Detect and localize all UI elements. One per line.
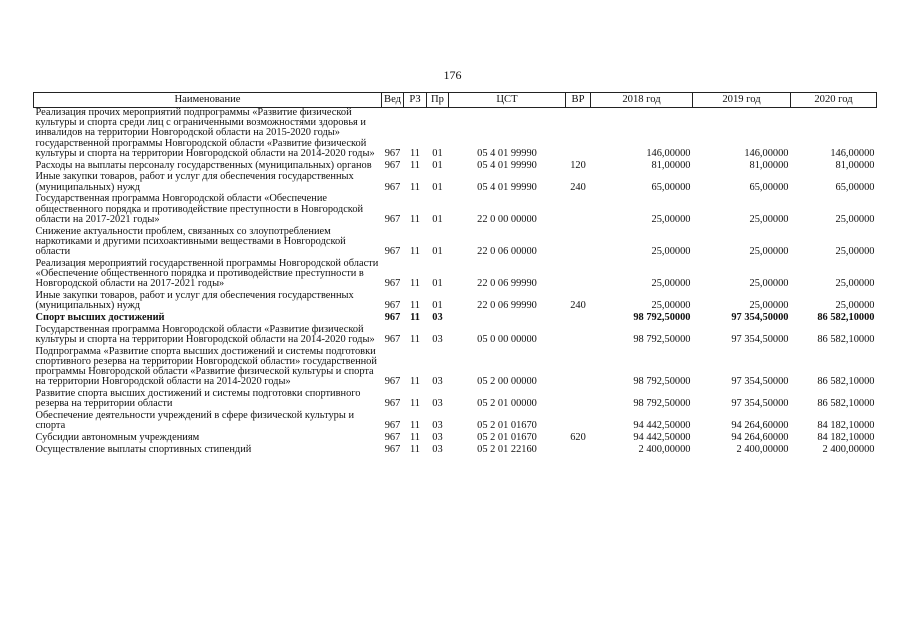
cell-pr: 03	[432, 376, 443, 388]
cell-vr	[566, 259, 591, 291]
cell-rz: 11	[409, 147, 420, 159]
cell-rz: 11	[409, 398, 420, 410]
cell-name: Субсидии автономным учреждениям	[35, 432, 200, 444]
cell-pr: 03	[432, 334, 443, 346]
table-row	[34, 172, 877, 194]
cell-ved: 967	[384, 334, 401, 346]
cell-rz: 11	[409, 278, 420, 290]
cell-2019: 94 264,60000	[731, 420, 789, 432]
table-row	[34, 227, 877, 259]
cell-2020: 65,00000	[835, 181, 875, 193]
cell-name: Государственная программа Новгородской области «Обеспечение общественного порядка и противодействие преступности в Новгородской области на 2017-2021 годы»	[35, 193, 364, 225]
cell-vr: 620	[570, 432, 586, 444]
cell-vr	[566, 227, 591, 259]
header-ved: Вед	[382, 93, 404, 108]
cell-cst: 05 2 01 00000	[477, 398, 537, 410]
cell-pr: 03	[432, 432, 443, 444]
cell-name: Осуществление выплаты спортивных стипендий	[35, 444, 252, 456]
cell-rz: 11	[409, 334, 420, 346]
cell-2020: 25,00000	[835, 278, 875, 290]
cell-ved: 967	[384, 147, 401, 159]
cell-vr	[566, 108, 591, 161]
header-name: Наименование	[34, 93, 382, 108]
cell-name: Реализация мероприятий государственной программы Новгородской области «Обеспечение общественного порядка и противодействие преступности в Новгородской области на 2017-2021 годы»	[35, 257, 379, 290]
cell-pr: 01	[432, 213, 443, 225]
header-pr: Пр	[427, 93, 449, 108]
cell-2019: 146,00000	[744, 147, 789, 159]
table-row	[34, 445, 877, 457]
cell-vr	[566, 347, 591, 389]
cell-cst: 22 0 00 00000	[477, 213, 537, 225]
cell-name: Иные закупки товаров, работ и услуг для обеспечения государственных (муниципальных) нужд	[35, 171, 354, 193]
cell-2018: 25,00000	[651, 246, 691, 258]
cell-pr: 03	[432, 420, 443, 432]
cell-ved: 967	[384, 300, 401, 312]
cell-2020: 86 582,10000	[817, 398, 875, 410]
cell-2018: 25,00000	[651, 300, 691, 312]
cell-2018: 81,00000	[651, 159, 691, 171]
cell-ved: 967	[384, 398, 401, 410]
cell-2020: 25,00000	[835, 213, 875, 225]
cell-2019: 2 400,00000	[736, 444, 789, 456]
cell-ved: 967	[384, 312, 401, 324]
cell-2020: 81,00000	[835, 159, 875, 171]
cell-cst: 22 0 06 99990	[477, 278, 537, 290]
cell-name: Подпрограмма «Развитие спорта высших достижений и системы подготовки спортивного резерва на территории Новгородской области» государственной программы Новгородской области «Развитие физической культуры и спорта на территории Новгородской области на 2014-2020 годы»	[35, 345, 377, 388]
cell-ved: 967	[384, 444, 401, 456]
cell-2019: 97 354,50000	[731, 312, 789, 324]
cell-rz: 11	[409, 181, 420, 193]
table-row	[34, 347, 877, 389]
cell-2018: 65,00000	[651, 181, 691, 193]
cell-name: Иные закупки товаров, работ и услуг для обеспечения государственных (муниципальных) нужд	[35, 290, 354, 312]
cell-pr: 01	[432, 159, 443, 171]
cell-pr: 03	[432, 444, 443, 456]
cell-ved: 967	[384, 278, 401, 290]
cell-rz: 11	[409, 246, 420, 258]
cell-rz: 11	[409, 300, 420, 312]
header-2020: 2020 год	[791, 93, 877, 108]
header-2019: 2019 год	[693, 93, 791, 108]
cell-rz: 11	[409, 444, 420, 456]
cell-2019: 97 354,50000	[731, 398, 789, 410]
cell-2020: 25,00000	[835, 300, 875, 312]
cell-cst: 05 2 01 22160	[477, 444, 537, 456]
cell-cst: 05 2 01 01670	[477, 432, 537, 444]
table-row	[34, 259, 877, 291]
cell-cst: 05 0 00 00000	[477, 334, 537, 346]
cell-vr	[566, 445, 591, 457]
cell-ved: 967	[384, 159, 401, 171]
cell-2019: 25,00000	[749, 246, 789, 258]
cell-rz: 11	[410, 312, 420, 324]
cell-pr: 01	[432, 278, 443, 290]
cell-vr: 240	[570, 300, 586, 312]
cell-2019: 25,00000	[749, 300, 789, 312]
cell-pr: 03	[432, 398, 443, 410]
table-header-row	[34, 93, 877, 108]
cell-cst: 05 4 01 99990	[477, 181, 537, 193]
table-row	[34, 411, 877, 433]
cell-2019: 25,00000	[749, 278, 789, 290]
table-row	[34, 108, 877, 161]
cell-pr: 01	[432, 147, 443, 159]
cell-cst: 05 2 00 00000	[477, 376, 537, 388]
cell-rz: 11	[409, 213, 420, 225]
cell-pr: 01	[432, 300, 443, 312]
cell-2019: 97 354,50000	[731, 334, 789, 346]
cell-rz: 11	[409, 376, 420, 388]
cell-2020: 146,00000	[830, 147, 875, 159]
cell-name: Развитие спорта высших достижений и системы подготовки спортивного резерва на территории области	[35, 388, 361, 410]
cell-name: Государственная программа Новгородской области «Развитие физической культуры и спорта на территории Новгородской области на 2014-2020 годы»	[35, 323, 375, 346]
cell-2019: 94 264,60000	[731, 432, 789, 444]
table-row	[34, 389, 877, 411]
cell-pr: 03	[432, 312, 443, 324]
cell-vr: 120	[570, 159, 586, 171]
cell-2018: 25,00000	[651, 278, 691, 290]
cell-rz: 11	[409, 432, 420, 444]
budget-table	[33, 92, 877, 457]
cell-name: Расходы на выплаты персоналу государственных (муниципальных) органов	[35, 159, 372, 171]
cell-cst: 05 4 01 99990	[477, 147, 537, 159]
cell-2019: 97 354,50000	[731, 376, 789, 388]
cell-2020: 84 182,10000	[817, 420, 875, 432]
cell-rz: 11	[409, 420, 420, 432]
cell-2018: 25,00000	[651, 213, 691, 225]
cell-2019: 65,00000	[749, 181, 789, 193]
cell-cst: 05 2 01 01670	[477, 420, 537, 432]
cell-vr: 240	[570, 181, 586, 193]
cell-2020: 25,00000	[835, 246, 875, 258]
cell-pr: 01	[432, 246, 443, 258]
cell-rz: 11	[409, 159, 420, 171]
cell-vr	[566, 389, 591, 411]
cell-2018: 98 792,50000	[633, 312, 691, 324]
cell-2020: 86 582,10000	[817, 312, 875, 324]
cell-2019: 25,00000	[749, 213, 789, 225]
table-row	[34, 291, 877, 313]
cell-cst: 05 4 01 99990	[477, 159, 537, 171]
cell-ved: 967	[384, 213, 401, 225]
cell-ved: 967	[384, 181, 401, 193]
cell-2018: 2 400,00000	[638, 444, 691, 456]
cell-2018: 94 442,50000	[633, 420, 691, 432]
cell-cst	[449, 313, 566, 325]
table-row	[34, 325, 877, 347]
cell-2018: 98 792,50000	[633, 376, 691, 388]
header-2018: 2018 год	[591, 93, 693, 108]
cell-ved: 967	[384, 420, 401, 432]
cell-vr	[566, 194, 591, 226]
cell-2020: 86 582,10000	[817, 376, 875, 388]
cell-cst: 22 0 06 00000	[477, 246, 537, 258]
cell-name: Снижение актуальности проблем, связанных со злоупотреблением наркотиками и другими психоактивными веществами в Новгородской области	[35, 225, 346, 258]
cell-vr	[566, 411, 591, 433]
cell-ved: 967	[384, 432, 401, 444]
cell-2020: 84 182,10000	[817, 432, 875, 444]
cell-2018: 94 442,50000	[633, 432, 691, 444]
cell-vr	[566, 313, 591, 325]
cell-2019: 81,00000	[749, 159, 789, 171]
cell-2018: 98 792,50000	[633, 334, 691, 346]
table-body	[34, 108, 877, 457]
cell-2020: 86 582,10000	[817, 334, 875, 346]
header-cst: ЦСТ	[449, 93, 566, 108]
cell-vr	[566, 325, 591, 347]
cell-pr: 01	[432, 181, 443, 193]
cell-name: Спорт высших достижений	[35, 312, 165, 324]
cell-2020: 2 400,00000	[822, 444, 875, 456]
cell-ved: 967	[384, 376, 401, 388]
cell-2018: 98 792,50000	[633, 398, 691, 410]
header-vr: ВР	[566, 93, 591, 108]
cell-ved: 967	[384, 246, 401, 258]
page-number: 176	[443, 68, 462, 82]
cell-cst: 22 0 06 99990	[477, 300, 537, 312]
cell-name: Реализация прочих мероприятий подпрограммы «Развитие физической культуры и спорта среди лиц с ограниченными возможностями здоровья и инвалидов на территории Новгородской области на 2015-2020 годы» государственной программы Новгородской области «Развитие физической культуры и спорта на территории Новгородской области на 2014-2020 годы»	[35, 107, 375, 159]
table-row	[34, 194, 877, 226]
cell-name: Обеспечение деятельности учреждений в сфере физической культуры и спорта	[35, 410, 355, 432]
header-rz: РЗ	[404, 93, 427, 108]
cell-2018: 146,00000	[646, 147, 691, 159]
